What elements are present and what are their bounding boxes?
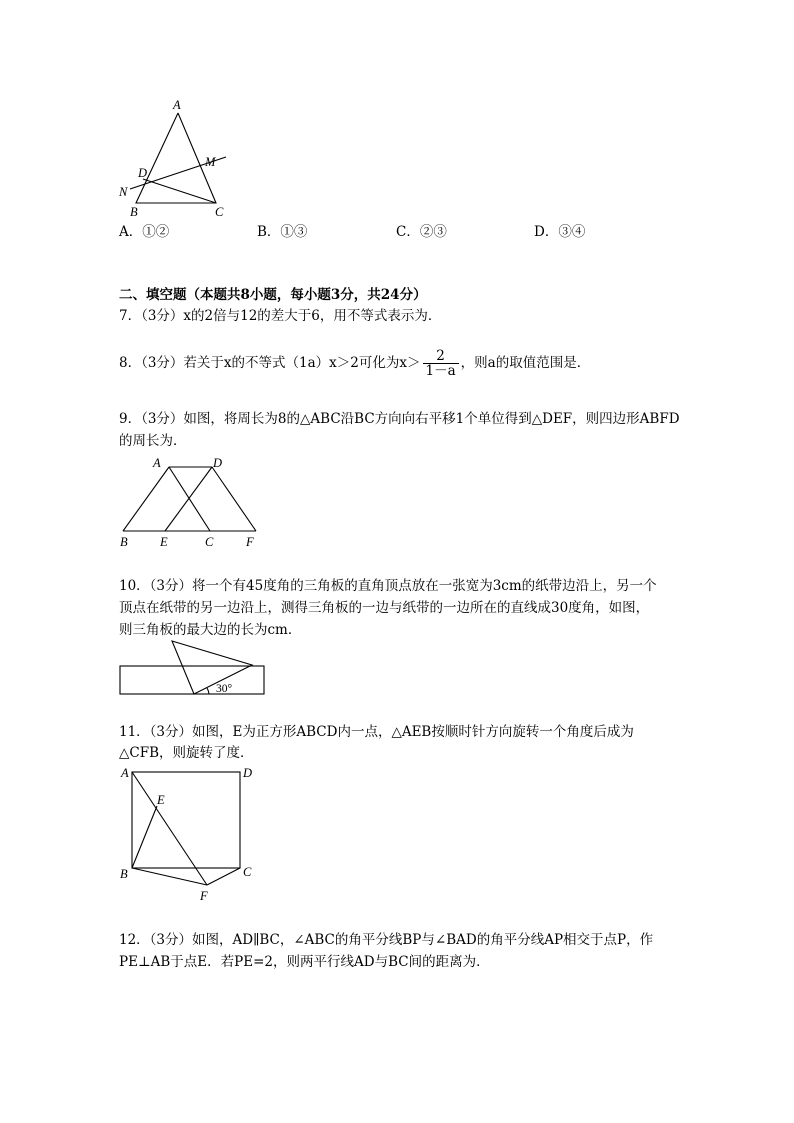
q10-angle-arc [207, 688, 209, 694]
q9-label-a: A [153, 456, 161, 470]
q10-angle-label: 30° [216, 683, 233, 695]
question-12-line-2: PE⊥AB于点E．若PE=2，则两平行线AD与BC间的距离为． [119, 954, 490, 970]
q9-side-de [165, 467, 212, 531]
question-12-line-1: 12．（3分）如图，AD∥BC，∠ABC的角平分线BP与∠BAD的角平分线AP相交于点P，作 [119, 932, 654, 948]
q11-label-b: B [120, 867, 128, 881]
q11-label-f: F [200, 889, 208, 903]
question-10-line-2: 顶点在纸带的另一边沿上，测得三角板的一边与纸带的一边所在的直线成30度角，如图， [119, 600, 650, 616]
q9-side-ab [123, 467, 169, 531]
q11-label-e: E [157, 793, 165, 807]
q6-label-m: M [205, 155, 216, 169]
q9-label-d: D [213, 456, 223, 470]
q9-side-df [212, 467, 256, 531]
section-heading: 二、填空题（本题共8小题，每小题3分，共24分） [119, 287, 427, 303]
q11-line-fc [207, 868, 240, 885]
q9-label-f: F [246, 535, 254, 549]
q9-label-b: B [120, 535, 128, 549]
q6-option-c: C．②③ [396, 224, 447, 240]
q6-label-c: C [215, 205, 224, 219]
q6-line-dc [143, 179, 216, 203]
q10-paper-strip-figure [115, 636, 275, 702]
q6-option-b: B．①③ [257, 224, 308, 240]
question-9-line-1: 9．（3分）如图，将周长为8的△ABC沿BC方向向右平移1个单位得到△DEF，则四边形ABFD [119, 411, 680, 427]
q11-line-be [132, 806, 157, 868]
q8-text-after: ，则a的取值范围是． [460, 355, 591, 371]
q6-label-n: N [119, 185, 128, 199]
question-11-line-2: △CFB，则旋转了度． [119, 745, 254, 761]
q6-label-a: A [173, 98, 181, 112]
q8-fraction-numerator: 2 [436, 348, 445, 364]
q9-label-e: E [160, 535, 168, 549]
q10-set-square [172, 641, 252, 694]
q6-triangle-figure [110, 95, 250, 225]
q11-label-a: A [121, 766, 129, 780]
q6-option-d: D．③④ [534, 224, 586, 240]
q6-label-b: B [130, 205, 138, 219]
question-9-line-2: 的周长为． [119, 433, 187, 449]
question-7: 7．（3分）x的2倍与12的差大于6，用不等式表示为． [119, 308, 442, 324]
q11-line-bf [132, 868, 207, 885]
q9-translation-figure [110, 452, 270, 550]
question-11-line-1: 11．（3分）如图，E为正方形ABCD内一点，△AEB按顺时针方向旋转一个角度后成为 [119, 724, 634, 740]
question-8 [119, 348, 590, 378]
q11-label-d: D [243, 766, 253, 780]
q9-label-c: C [205, 535, 214, 549]
q8-fraction-denominator: 1－a [423, 363, 459, 378]
q8-text-before: 8．（3分）若关于x的不等式（1a）x＞2可化为x＞ [119, 355, 421, 371]
q8-fraction [423, 349, 459, 378]
q9-side-ac [169, 467, 210, 531]
q6-label-d: D [138, 166, 148, 180]
q6-option-a: A．①② [119, 224, 170, 240]
question-10-line-3: 则三角板的最大边的长为cm． [119, 622, 302, 638]
question-10-line-1: 10．（3分）将一个有45度角的三角板的直角顶点放在一张宽为3cm的纸带边沿上，另一个 [119, 578, 657, 594]
q11-label-c: C [243, 865, 252, 879]
q11-square-figure [110, 760, 270, 908]
